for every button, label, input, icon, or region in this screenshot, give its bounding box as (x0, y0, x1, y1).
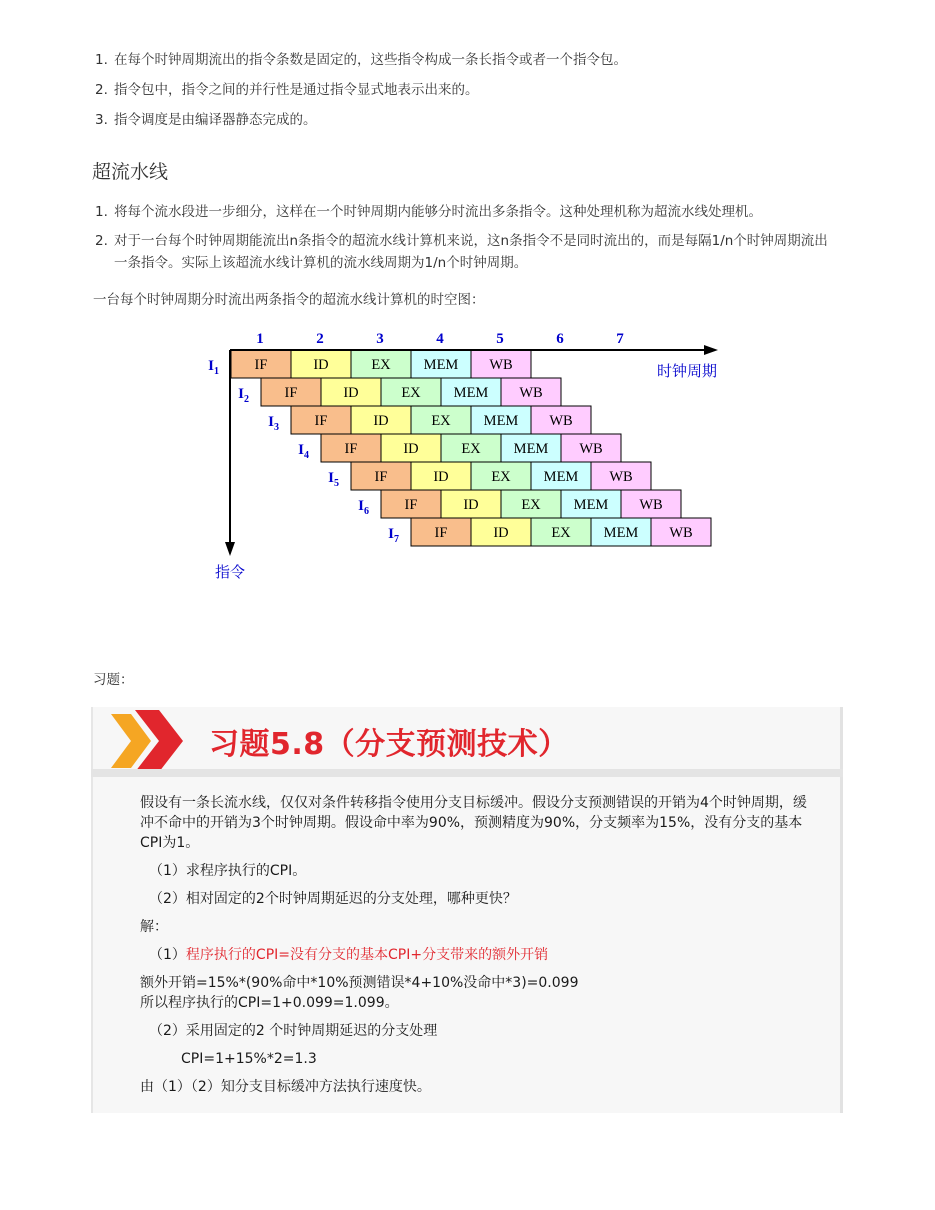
stage-label: WB (639, 497, 663, 513)
stage-label: WB (489, 357, 513, 373)
instruction-label: $I_1$ (208, 358, 219, 377)
section-heading: 超流水线 (92, 161, 169, 183)
stage-label: WB (579, 441, 603, 457)
conclusion: 由（1）（2）知分支目标缓冲方法执行速度快。 (140, 1079, 431, 1095)
stage-label: ID (313, 357, 329, 373)
stage-label: ID (493, 525, 509, 541)
stage-label: EX (431, 413, 451, 429)
stage-label: EX (491, 469, 511, 485)
clock-cycle-number: 1 (256, 331, 264, 347)
question-1: （1）求程序执行的CPI。 (149, 863, 307, 879)
stage-label: IF (404, 497, 418, 513)
exercise-slide (91, 707, 843, 1113)
stage-label: MEM (543, 469, 579, 485)
extra-cost-line: 额外开销=15%*(90%命中*10%预测错误*4+10%没命中*3)=0.099 (140, 975, 579, 991)
clock-cycle-number: 2 (316, 331, 324, 347)
stage-label: MEM (423, 357, 459, 373)
instruction-label: $I_2$ (238, 386, 249, 405)
answer-2: （2）采用固定的2 个时钟周期延迟的分支处理 (149, 1023, 438, 1039)
feature-list-vliw (95, 49, 855, 139)
cpi-result-line: 所以程序执行的CPI=1+0.099=1.099。 (140, 995, 399, 1011)
clock-cycle-number: 4 (436, 331, 444, 347)
stage-label: ID (433, 469, 449, 485)
stage-label: WB (669, 525, 693, 541)
slide-title: 习题5.8（分支预测技术） (209, 727, 569, 762)
slide-right-rule (840, 707, 843, 1113)
stage-label: WB (609, 469, 633, 485)
list-item-text: 在每个时钟周期流出的指令条数是固定的，这些指令构成一条长指令或者一个指令包。 (114, 52, 627, 68)
exercise-label: 习题： (93, 672, 134, 688)
stage-label: MEM (483, 413, 519, 429)
list-item-text: 将每个流水段进一步细分，这样在一个时钟周期内能够分时流出多条指令。这种处理机称为超流水线处理机。 (114, 204, 762, 220)
answer-1-prefix: （1） (149, 947, 186, 963)
y-axis-label: 指令 (214, 565, 246, 581)
answer-1-formula: 程序执行的CPI=没有分支的基本CPI+分支带来的额外开销 (185, 947, 549, 963)
y-axis-arrowhead (225, 542, 235, 556)
stage-label: ID (373, 413, 389, 429)
instruction-label: $I_3$ (268, 414, 279, 433)
x-axis-label: 时钟周期 (656, 364, 718, 380)
stage-label: ID (463, 497, 479, 513)
feature-list-superpipeline (95, 201, 840, 281)
list-item: 3. 指令调度是由编译器静态完成的。 (95, 112, 317, 128)
stage-label: ID (343, 385, 359, 401)
slide-header-divider (91, 769, 843, 777)
stage-label: MEM (513, 441, 549, 457)
instruction-label: $I_7$ (388, 526, 399, 545)
stage-label: IF (254, 357, 268, 373)
stage-label: WB (549, 413, 573, 429)
stage-label: IF (314, 413, 328, 429)
cpi-fixed-line: CPI=1+15%*2=1.3 (181, 1051, 317, 1067)
chevron-arrow-icon (107, 708, 187, 774)
stage-label: EX (551, 525, 571, 541)
stage-label: EX (401, 385, 421, 401)
stage-label: WB (519, 385, 543, 401)
question-2: （2）相对固定的2个时钟周期延迟的分支处理，哪种更快？ (149, 891, 517, 907)
stage-label: EX (371, 357, 391, 373)
stage-label: IF (374, 469, 388, 485)
clock-cycle-number: 7 (616, 331, 624, 347)
diagram-intro: 一台每个时钟周期分时流出两条指令的超流水线计算机的时空图： (93, 292, 485, 308)
clock-cycle-number: 6 (556, 331, 564, 347)
clock-cycle-number: 3 (376, 331, 384, 347)
instruction-label: $I_4$ (298, 442, 309, 461)
stage-label: IF (284, 385, 298, 401)
instruction-label: $I_5$ (328, 470, 339, 489)
list-item: 2. 指令包中，指令之间的并行性是通过指令显式地表示出来的。 (95, 82, 479, 98)
stage-label: EX (461, 441, 481, 457)
list-item: 1. 将每个流水段进一步细分，这样在一个时钟周期内能够分时流出多条指令。这种处理机称为超流水线处理机。 (95, 204, 762, 220)
solution-label: 解： (140, 919, 168, 935)
list-item-text: 指令调度是由编译器静态完成的。 (114, 112, 317, 128)
pipeline-space-time-diagram (200, 322, 740, 592)
slide-body (140, 793, 810, 1097)
instruction-label: $I_6$ (358, 498, 369, 517)
list-item-text: 指令包中，指令之间的并行性是通过指令显式地表示出来的。 (114, 82, 479, 98)
stage-label: ID (403, 441, 419, 457)
problem-statement: 假设有一条长流水线，仅仅对条件转移指令使用分支目标缓冲。假设分支预测错误的开销为4个时钟周期，缓冲不命中的开销为3个时钟周期。假设命中率为90%，预测精度为90%，分支频率为15%，没有分支的基本CPI为1。 (140, 795, 807, 851)
stage-label: EX (521, 497, 541, 513)
stage-label: MEM (603, 525, 639, 541)
stage-label: MEM (573, 497, 609, 513)
x-axis-arrowhead (704, 345, 718, 355)
list-item: 2. 对于一台每个时钟周期能流出n条指令的超流水线计算机来说，这n条指令不是同时流出的，而是每隔1/n个时钟周期流出一条指令。实际上该超流水线计算机的流水线周期为1/n个时钟周期。 (95, 233, 828, 271)
slide-left-rule (91, 707, 93, 1113)
stage-label: IF (344, 441, 358, 457)
list-item: 1. 在每个时钟周期流出的指令条数是固定的，这些指令构成一条长指令或者一个指令包。 (95, 52, 627, 68)
stage-label: IF (434, 525, 448, 541)
clock-cycle-number: 5 (496, 331, 504, 347)
stage-label: MEM (453, 385, 489, 401)
answer-1 (140, 945, 810, 965)
list-item-text: 对于一台每个时钟周期能流出n条指令的超流水线计算机来说，这n条指令不是同时流出的，而是每隔1/n个时钟周期流出一条指令。实际上该超流水线计算机的流水线周期为1/n个时钟周期。 (114, 233, 828, 271)
